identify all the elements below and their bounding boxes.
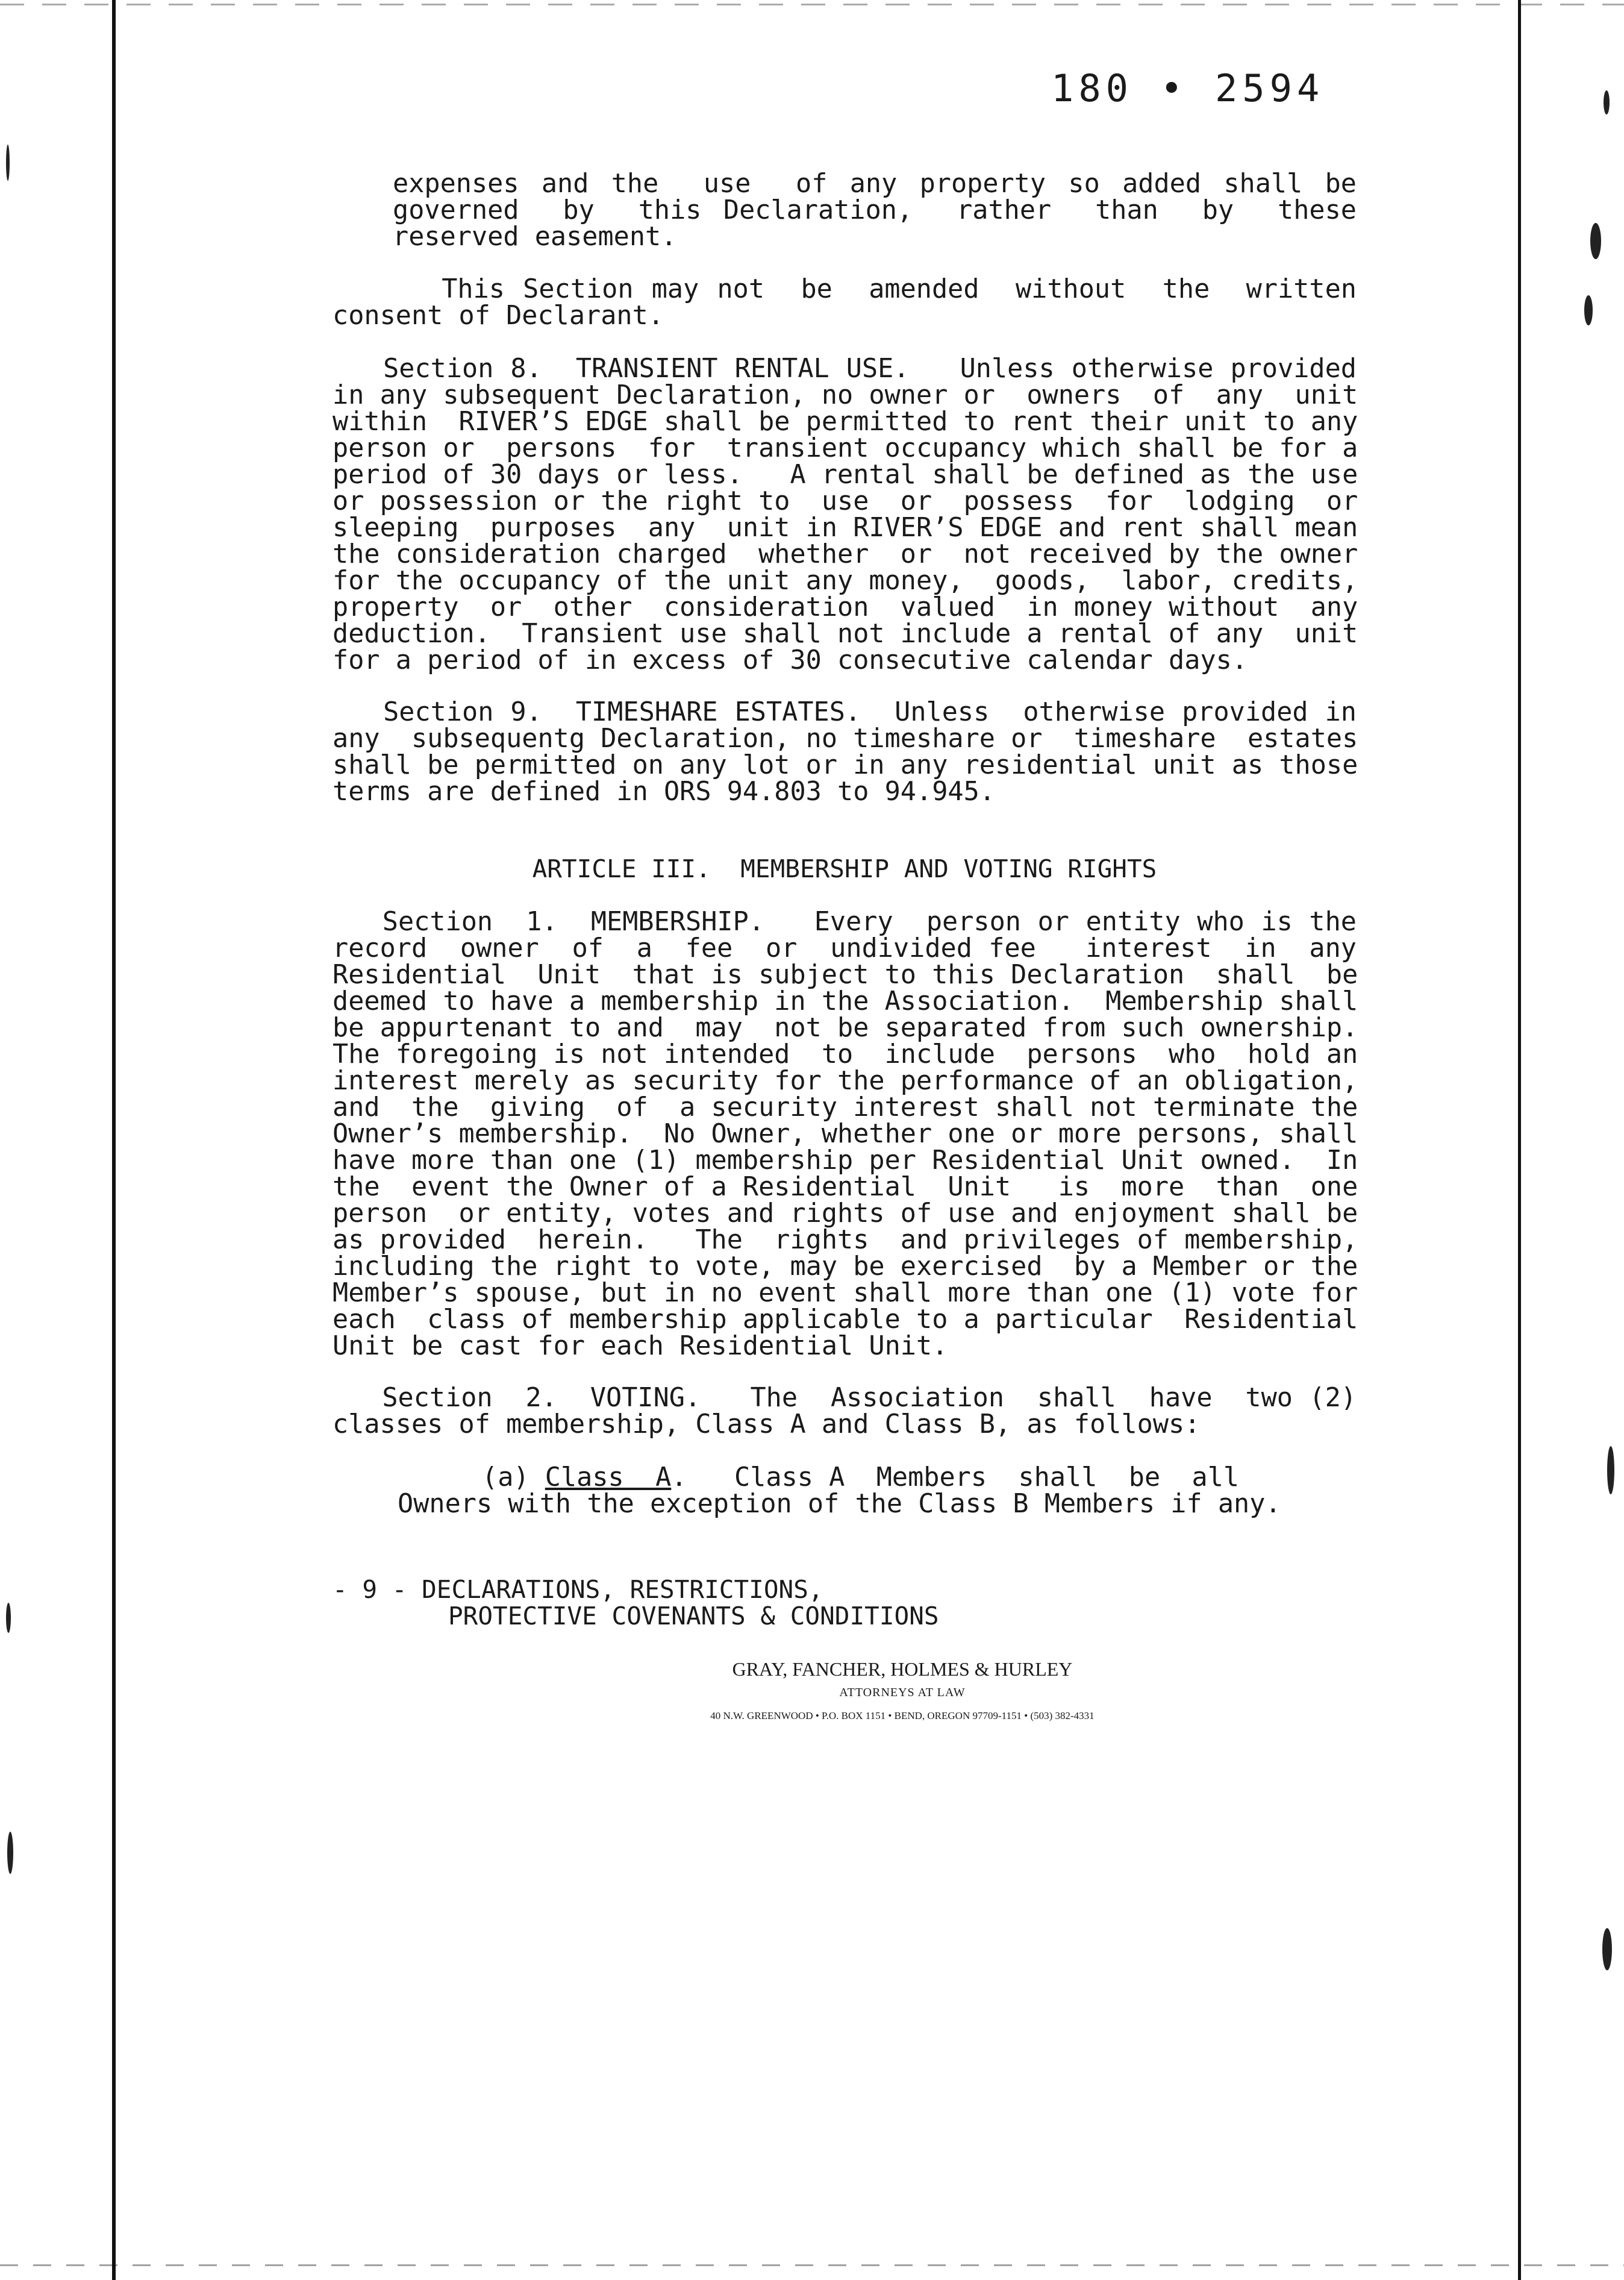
scan-mark xyxy=(1584,295,1593,325)
left-margin-rule xyxy=(112,0,116,2280)
text-line: period of 30 days or less. A rental shall be defined as the use xyxy=(333,460,1358,490)
text-line: the consideration charged whether or not received by the owner xyxy=(333,539,1358,569)
class-a-label: Class A xyxy=(545,1462,672,1492)
scan-mark xyxy=(1590,223,1601,259)
text-line: including the right to vote, may be exercised by a Member or the xyxy=(333,1251,1358,1282)
firm-address: 40 N.W. GREENWOOD • P.O. BOX 1151 • BEND, OREGON 97709-1151 • (503) 382-4331 xyxy=(710,1710,1095,1721)
text-line: Owner’s membership. No Owner, whether one or more persons, shall xyxy=(333,1119,1358,1149)
scan-bottom-edge xyxy=(0,2264,1624,2266)
text-line: Section 9. TIMESHARE ESTATES. Unless otherwise provided in xyxy=(333,697,1357,727)
text-line: as provided herein. The rights and privileges of membership, xyxy=(333,1225,1358,1255)
text-line: have more than one (1) membership per Residential Unit owned. In xyxy=(333,1145,1358,1176)
scan-mark xyxy=(7,1832,13,1874)
text-line: deemed to have a membership in the Association. Membership shall xyxy=(333,986,1358,1016)
firm-subtitle: ATTORNEYS AT LAW xyxy=(839,1686,966,1699)
article-heading: ARTICLE III. MEMBERSHIP AND VOTING RIGHTS xyxy=(532,854,1157,883)
text-line: be appurtenant to and may not be separated from such ownership. xyxy=(333,1013,1358,1043)
text-line: Section 1. MEMBERSHIP. Every person or entity who is the xyxy=(333,907,1357,937)
text-line: Section 2. VOTING. The Association shall have two (2) xyxy=(333,1383,1357,1413)
text-line: in any subsequent Declaration, no owner or owners of any unit xyxy=(333,380,1358,410)
text-line: Member’s spouse, but in no event shall more than one (1) vote for xyxy=(333,1278,1358,1308)
right-margin-rule xyxy=(1518,0,1521,2280)
text-line: person or entity, votes and rights of use and enjoyment shall be xyxy=(333,1198,1358,1229)
text-line: classes of membership, Class A and Class B, as follows: xyxy=(333,1409,1201,1439)
page-number: 180 • 2594 xyxy=(1051,66,1325,110)
scan-mark xyxy=(1604,90,1610,114)
text-line: governed by this Declaration, rather than by these xyxy=(393,195,1357,225)
class-a-prefix: (a) xyxy=(482,1462,545,1492)
text-line: for the occupancy of the unit any money, goods, labor, credits, xyxy=(333,566,1358,596)
text-line: terms are defined in ORS 94.803 to 94.945. xyxy=(333,777,995,807)
text-line: sleeping purposes any unit in RIVER’S EDGE and rent shall mean xyxy=(333,513,1358,543)
scan-top-edge xyxy=(0,4,1624,5)
scan-mark xyxy=(6,1603,11,1633)
text-line: the event the Owner of a Residential Unit is more than one xyxy=(333,1172,1358,1202)
scan-mark xyxy=(6,145,10,181)
text-line: reserved easement. xyxy=(393,222,677,252)
scan-mark xyxy=(1602,1928,1612,1970)
text-line: This Section may not be amended without the written xyxy=(333,274,1357,304)
class-a-line-2: Owners with the exception of the Class B Members if any. xyxy=(398,1489,1281,1519)
text-line: expenses and the use of any property so added shall be xyxy=(393,169,1357,199)
scan-mark xyxy=(1607,1446,1614,1494)
footer-line-1: - 9 - DECLARATIONS, RESTRICTIONS, xyxy=(333,1575,823,1604)
text-line: The foregoing is not intended to include persons who hold an xyxy=(333,1039,1358,1070)
text-line: interest merely as security for the performance of an obligation, xyxy=(333,1066,1358,1096)
text-line: Unit be cast for each Residential Unit. xyxy=(333,1331,948,1361)
text-line: or possession or the right to use or possess for lodging or xyxy=(333,486,1358,516)
firm-name: GRAY, FANCHER, HOLMES & HURLEY xyxy=(732,1658,1073,1680)
class-a-rest: . Class A Members shall be all xyxy=(671,1462,1240,1492)
text-line: consent of Declarant. xyxy=(333,301,664,331)
text-line: within RIVER’S EDGE shall be permitted to rent their unit to any xyxy=(333,407,1358,437)
text-line: and the giving of a security interest shall not terminate the xyxy=(333,1092,1358,1123)
text-line: property or other consideration valued in money without any xyxy=(333,592,1358,622)
text-line: deduction. Transient use shall not include a rental of any unit xyxy=(333,619,1358,649)
text-line: shall be permitted on any lot or in any residential unit as those xyxy=(333,750,1358,780)
text-line: any subsequentg Declaration, no timeshare or timeshare estates xyxy=(333,724,1358,754)
text-line: person or persons for transient occupancy which shall be for a xyxy=(333,433,1358,463)
text-line: each class of membership applicable to a particular Residential xyxy=(333,1304,1358,1335)
class-a-line xyxy=(482,1464,1277,1491)
text-line: Residential Unit that is subject to this Declaration shall be xyxy=(333,960,1358,990)
text-line: Section 8. TRANSIENT RENTAL USE. Unless otherwise provided xyxy=(333,354,1357,384)
text-line: for a period of in excess of 30 consecutive calendar days. xyxy=(333,645,1248,675)
footer-line-2: PROTECTIVE COVENANTS & CONDITIONS xyxy=(448,1602,939,1630)
text-line: record owner of a fee or undivided fee interest in any xyxy=(333,933,1357,963)
